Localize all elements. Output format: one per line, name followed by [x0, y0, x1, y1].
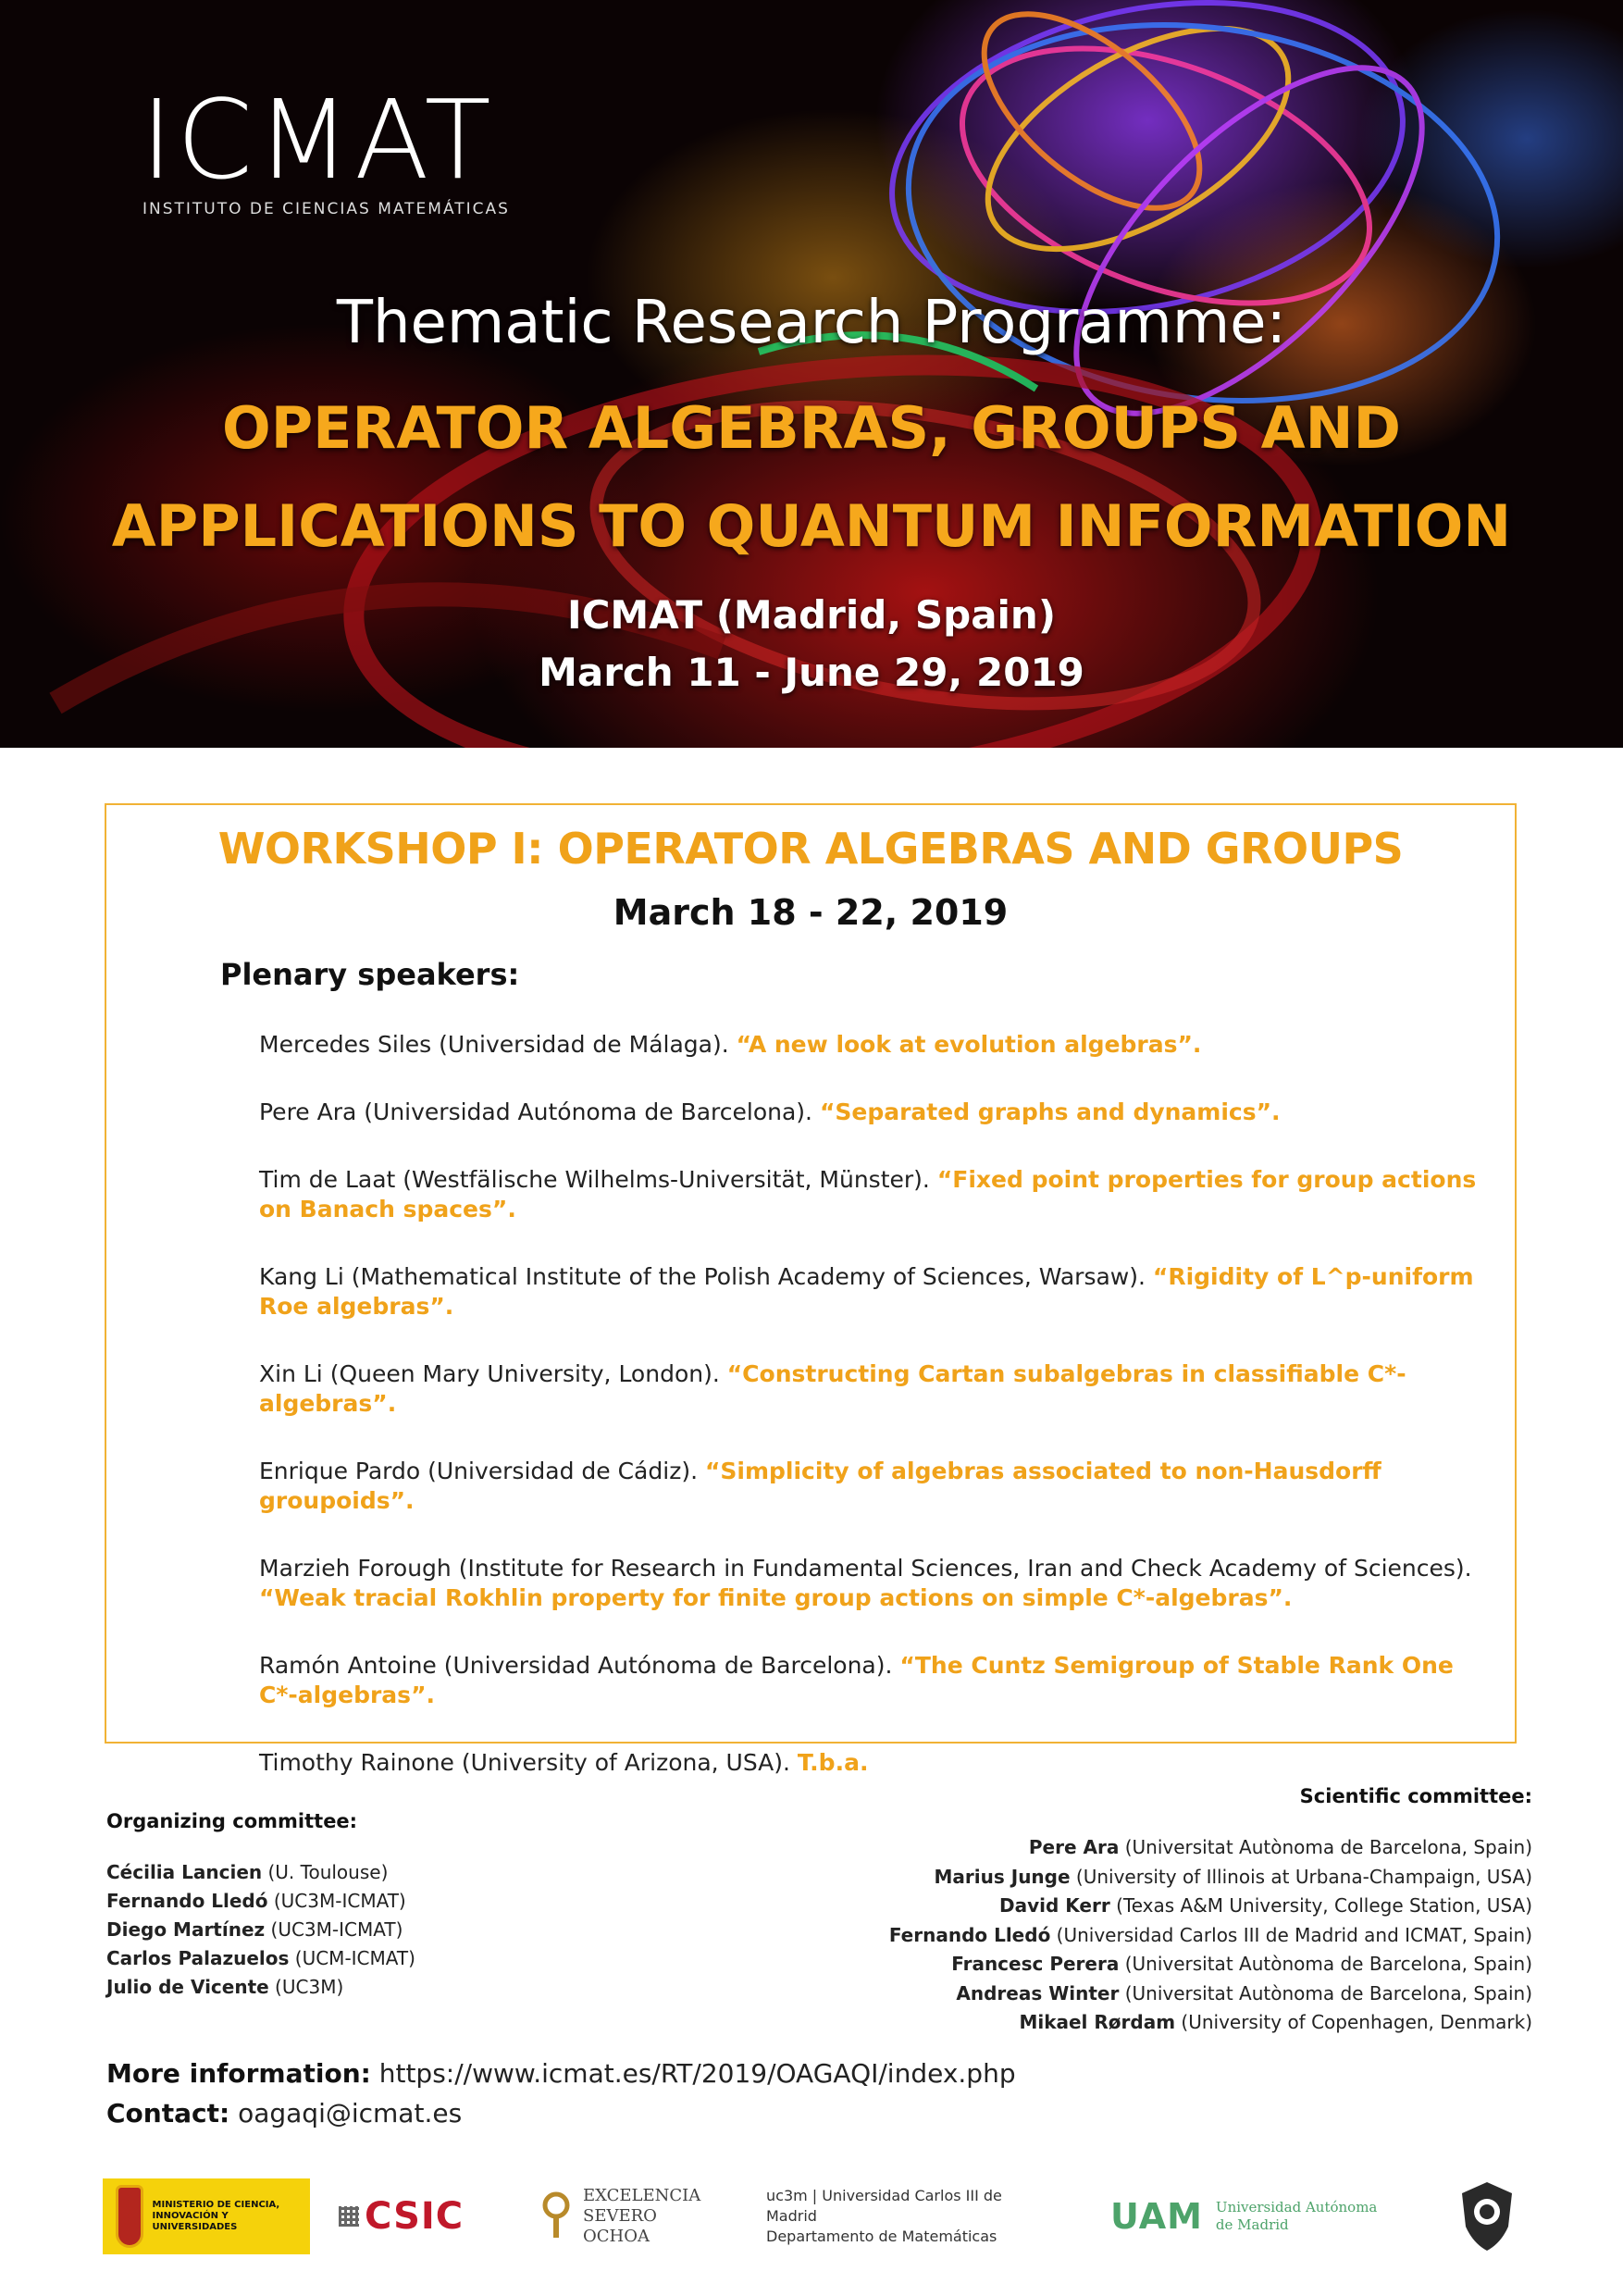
- member-name: Diego Martínez: [106, 1918, 266, 1941]
- speaker-item: [259, 1030, 1490, 1060]
- scientific-committee-heading: Scientific committee:: [1299, 1785, 1532, 1807]
- icmat-logo: ICMAT: [141, 76, 495, 204]
- csic-logo: [339, 2178, 487, 2254]
- uc3m-logo-line2: Departamento de Matemáticas: [766, 2228, 997, 2245]
- speaker-affiliation: (Institute for Research in Fundamental Sciences, Iran and Check Academy of Sciences).: [451, 1555, 1472, 1582]
- spanish-coat-of-arms-icon: [116, 2185, 143, 2248]
- member-name: Mikael Rørdam: [1019, 2011, 1176, 2033]
- speaker-name: Enrique Pardo: [259, 1458, 421, 1484]
- member-name: Fernando Lledó: [888, 1923, 1051, 1946]
- speaker-item: [259, 1457, 1490, 1516]
- member-name: Pere Ara: [1028, 1836, 1120, 1858]
- speaker-item: [259, 1651, 1490, 1710]
- speaker-talk-title: “Separated graphs and dynamics”.: [819, 1098, 1281, 1125]
- committee-member: [889, 2008, 1532, 2038]
- member-affiliation: (University of Copenhagen, Denmark): [1175, 2011, 1532, 2033]
- member-affiliation: (UC3M): [268, 1976, 344, 1998]
- member-name: Fernando Lledó: [106, 1890, 268, 1912]
- speaker-affiliation: (Mathematical Institute of the Polish Academy of Sciences, Warsaw).: [343, 1263, 1153, 1290]
- scientific-committee-list: [889, 1833, 1532, 2038]
- speaker-talk-title: “The Cuntz Semigroup of Stable Rank One C*-algebras”.: [259, 1652, 1454, 1708]
- committee-member: [106, 1887, 415, 1916]
- icmat-logo-subtitle: INSTITUTO DE CIENCIAS MATEMÁTICAS: [142, 200, 510, 218]
- committee-member: [889, 1921, 1532, 1951]
- speaker-affiliation: (University of Arizona, USA).: [453, 1749, 798, 1776]
- speaker-affiliation: (Universidad Autónoma de Barcelona).: [436, 1652, 900, 1679]
- speaker-list: [259, 1030, 1490, 1816]
- speaker-affiliation: (Universidad Autónoma de Barcelona).: [356, 1098, 820, 1125]
- speaker-name: Tim de Laat: [259, 1166, 396, 1193]
- speaker-talk-title: “Simplicity of algebras associated to non-Hausdorff groupoids”.: [259, 1458, 1381, 1514]
- member-name: Marius Junge: [934, 1865, 1071, 1888]
- member-affiliation: (UCM-ICMAT): [289, 1947, 415, 1969]
- severo-ochoa-line3: OCHOA: [583, 2227, 650, 2246]
- speaker-talk-title: “Constructing Cartan subalgebras in classifiable C*-algebras”.: [259, 1360, 1406, 1417]
- committee-member: [889, 1950, 1532, 1980]
- member-affiliation: (Texas A&M University, College Station, USA): [1109, 1894, 1532, 1917]
- more-information-line: [106, 2058, 1016, 2089]
- committee-member: [106, 1944, 415, 1973]
- programme-location: ICMAT (Madrid, Spain): [566, 592, 1057, 638]
- member-affiliation: (Universidad Carlos III de Madrid and ICMAT, Spain): [1050, 1923, 1532, 1946]
- severo-ochoa-line2: SEVERO: [583, 2206, 657, 2226]
- plenary-speakers-heading: Plenary speakers:: [220, 957, 520, 992]
- uc3m-logo-line1: uc3m | Universidad Carlos III de Madrid: [766, 2187, 1002, 2225]
- organizing-committee-list: [106, 1858, 415, 2002]
- ministerio-logo: [103, 2178, 310, 2254]
- member-name: David Kerr: [999, 1894, 1110, 1917]
- contact-label: Contact:: [106, 2098, 230, 2128]
- member-affiliation: (UC3M-ICMAT): [265, 1918, 403, 1941]
- committee-member: [106, 1973, 415, 2002]
- ministerio-logo-text: MINISTERIO DE CIENCIA, INNOVACIÓN Y UNIVERSIDADES: [152, 2200, 280, 2232]
- speaker-affiliation: (Universidad de Cádiz).: [420, 1458, 705, 1484]
- uc3m-logo: [766, 2178, 1053, 2254]
- speaker-name: Xin Li: [259, 1360, 323, 1387]
- speaker-item: [259, 1098, 1490, 1127]
- speaker-talk-title: “A new look at evolution algebras”.: [736, 1031, 1202, 1058]
- speaker-name: Mercedes Siles: [259, 1031, 432, 1058]
- contact-email-link[interactable]: oagaqi@icmat.es: [229, 2098, 463, 2128]
- speaker-item: [259, 1165, 1490, 1224]
- member-affiliation: (Universitat Autònoma de Barcelona, Spain): [1119, 1981, 1532, 2004]
- speaker-talk-title: “Weak tracial Rokhlin property for finite group actions on simple C*-algebras”.: [259, 1584, 1293, 1611]
- organizing-committee-heading: Organizing committee:: [106, 1810, 358, 1832]
- speaker-name: Timothy Rainone: [259, 1749, 454, 1776]
- contact-line: [106, 2098, 462, 2128]
- more-information-label: More information:: [106, 2058, 371, 2089]
- speaker-talk-title: “Fixed point properties for group actions on Banach spaces”.: [259, 1166, 1477, 1222]
- committee-member: [889, 1863, 1532, 1893]
- ucm-crest-icon: [1455, 2178, 1519, 2254]
- workshop-box: [105, 803, 1517, 1776]
- member-affiliation: (University of Illinois at Urbana-Champaign, USA): [1070, 1865, 1532, 1888]
- member-affiliation: (Universitat Autònoma de Barcelona, Spain): [1119, 1953, 1532, 1975]
- member-affiliation: (UC3M-ICMAT): [267, 1890, 406, 1912]
- member-affiliation: (Universitat Autònoma de Barcelona, Spain): [1119, 1836, 1532, 1858]
- programme-title-line2: APPLICATIONS TO QUANTUM INFORMATION: [111, 492, 1512, 560]
- member-name: Andreas Winter: [956, 1981, 1120, 2004]
- uam-logo-line1: Universidad Autónoma: [1215, 2199, 1378, 2215]
- member-name: Carlos Palazuelos: [106, 1947, 290, 1969]
- workshop-dates: March 18 - 22, 2019: [613, 892, 1009, 933]
- committee-member: [889, 1892, 1532, 1921]
- speaker-talk-title: T.b.a.: [797, 1749, 869, 1776]
- committee-member: [889, 1833, 1532, 1863]
- committee-member: [106, 1916, 415, 1944]
- uam-logo: [1110, 2178, 1388, 2254]
- severo-ochoa-medal-icon: [542, 2191, 570, 2241]
- speaker-talk-title: “Rigidity of L^p-uniform Roe algebras”.: [259, 1263, 1474, 1320]
- committee-member: [106, 1858, 415, 1887]
- member-name: Francesc Perera: [951, 1953, 1120, 1975]
- speaker-item: [259, 1748, 1490, 1778]
- speaker-affiliation: (Queen Mary University, London).: [322, 1360, 727, 1387]
- programme-dates: March 11 - June 29, 2019: [539, 650, 1084, 695]
- more-information-link[interactable]: https://www.icmat.es/RT/2019/OAGAQI/index.php: [370, 2058, 1016, 2089]
- committee-member: [889, 1980, 1532, 2009]
- speaker-name: Kang Li: [259, 1263, 344, 1290]
- uam-logo-mark: UAM: [1110, 2196, 1203, 2237]
- programme-label: Thematic Research Programme:: [336, 289, 1287, 357]
- programme-title-line1: OPERATOR ALGEBRAS, GROUPS AND: [222, 394, 1401, 462]
- severo-ochoa-logo: [542, 2178, 718, 2254]
- header-banner: [0, 0, 1623, 748]
- severo-ochoa-line1: EXCELENCIA: [583, 2186, 701, 2205]
- member-name: Julio de Vicente: [106, 1976, 269, 1998]
- csic-grid-icon: [339, 2206, 359, 2227]
- speaker-name: Pere Ara: [259, 1098, 357, 1125]
- speaker-affiliation: (Westfälische Wilhelms-Universität, Münster).: [395, 1166, 937, 1193]
- uam-logo-line2: de Madrid: [1215, 2216, 1289, 2233]
- speaker-name: Ramón Antoine: [259, 1652, 437, 1679]
- speaker-name: Marzieh Forough: [259, 1555, 452, 1582]
- speaker-item: [259, 1262, 1490, 1322]
- speaker-item: [259, 1359, 1490, 1419]
- member-name: Cécilia Lancien: [106, 1861, 263, 1883]
- speaker-item: [259, 1554, 1490, 1613]
- member-affiliation: (U. Toulouse): [262, 1861, 389, 1883]
- csic-logo-text: CSIC: [365, 2195, 465, 2238]
- workshop-title: WORKSHOP I: OPERATOR ALGEBRAS AND GROUPS: [217, 824, 1404, 874]
- speaker-affiliation: (Universidad de Málaga).: [431, 1031, 737, 1058]
